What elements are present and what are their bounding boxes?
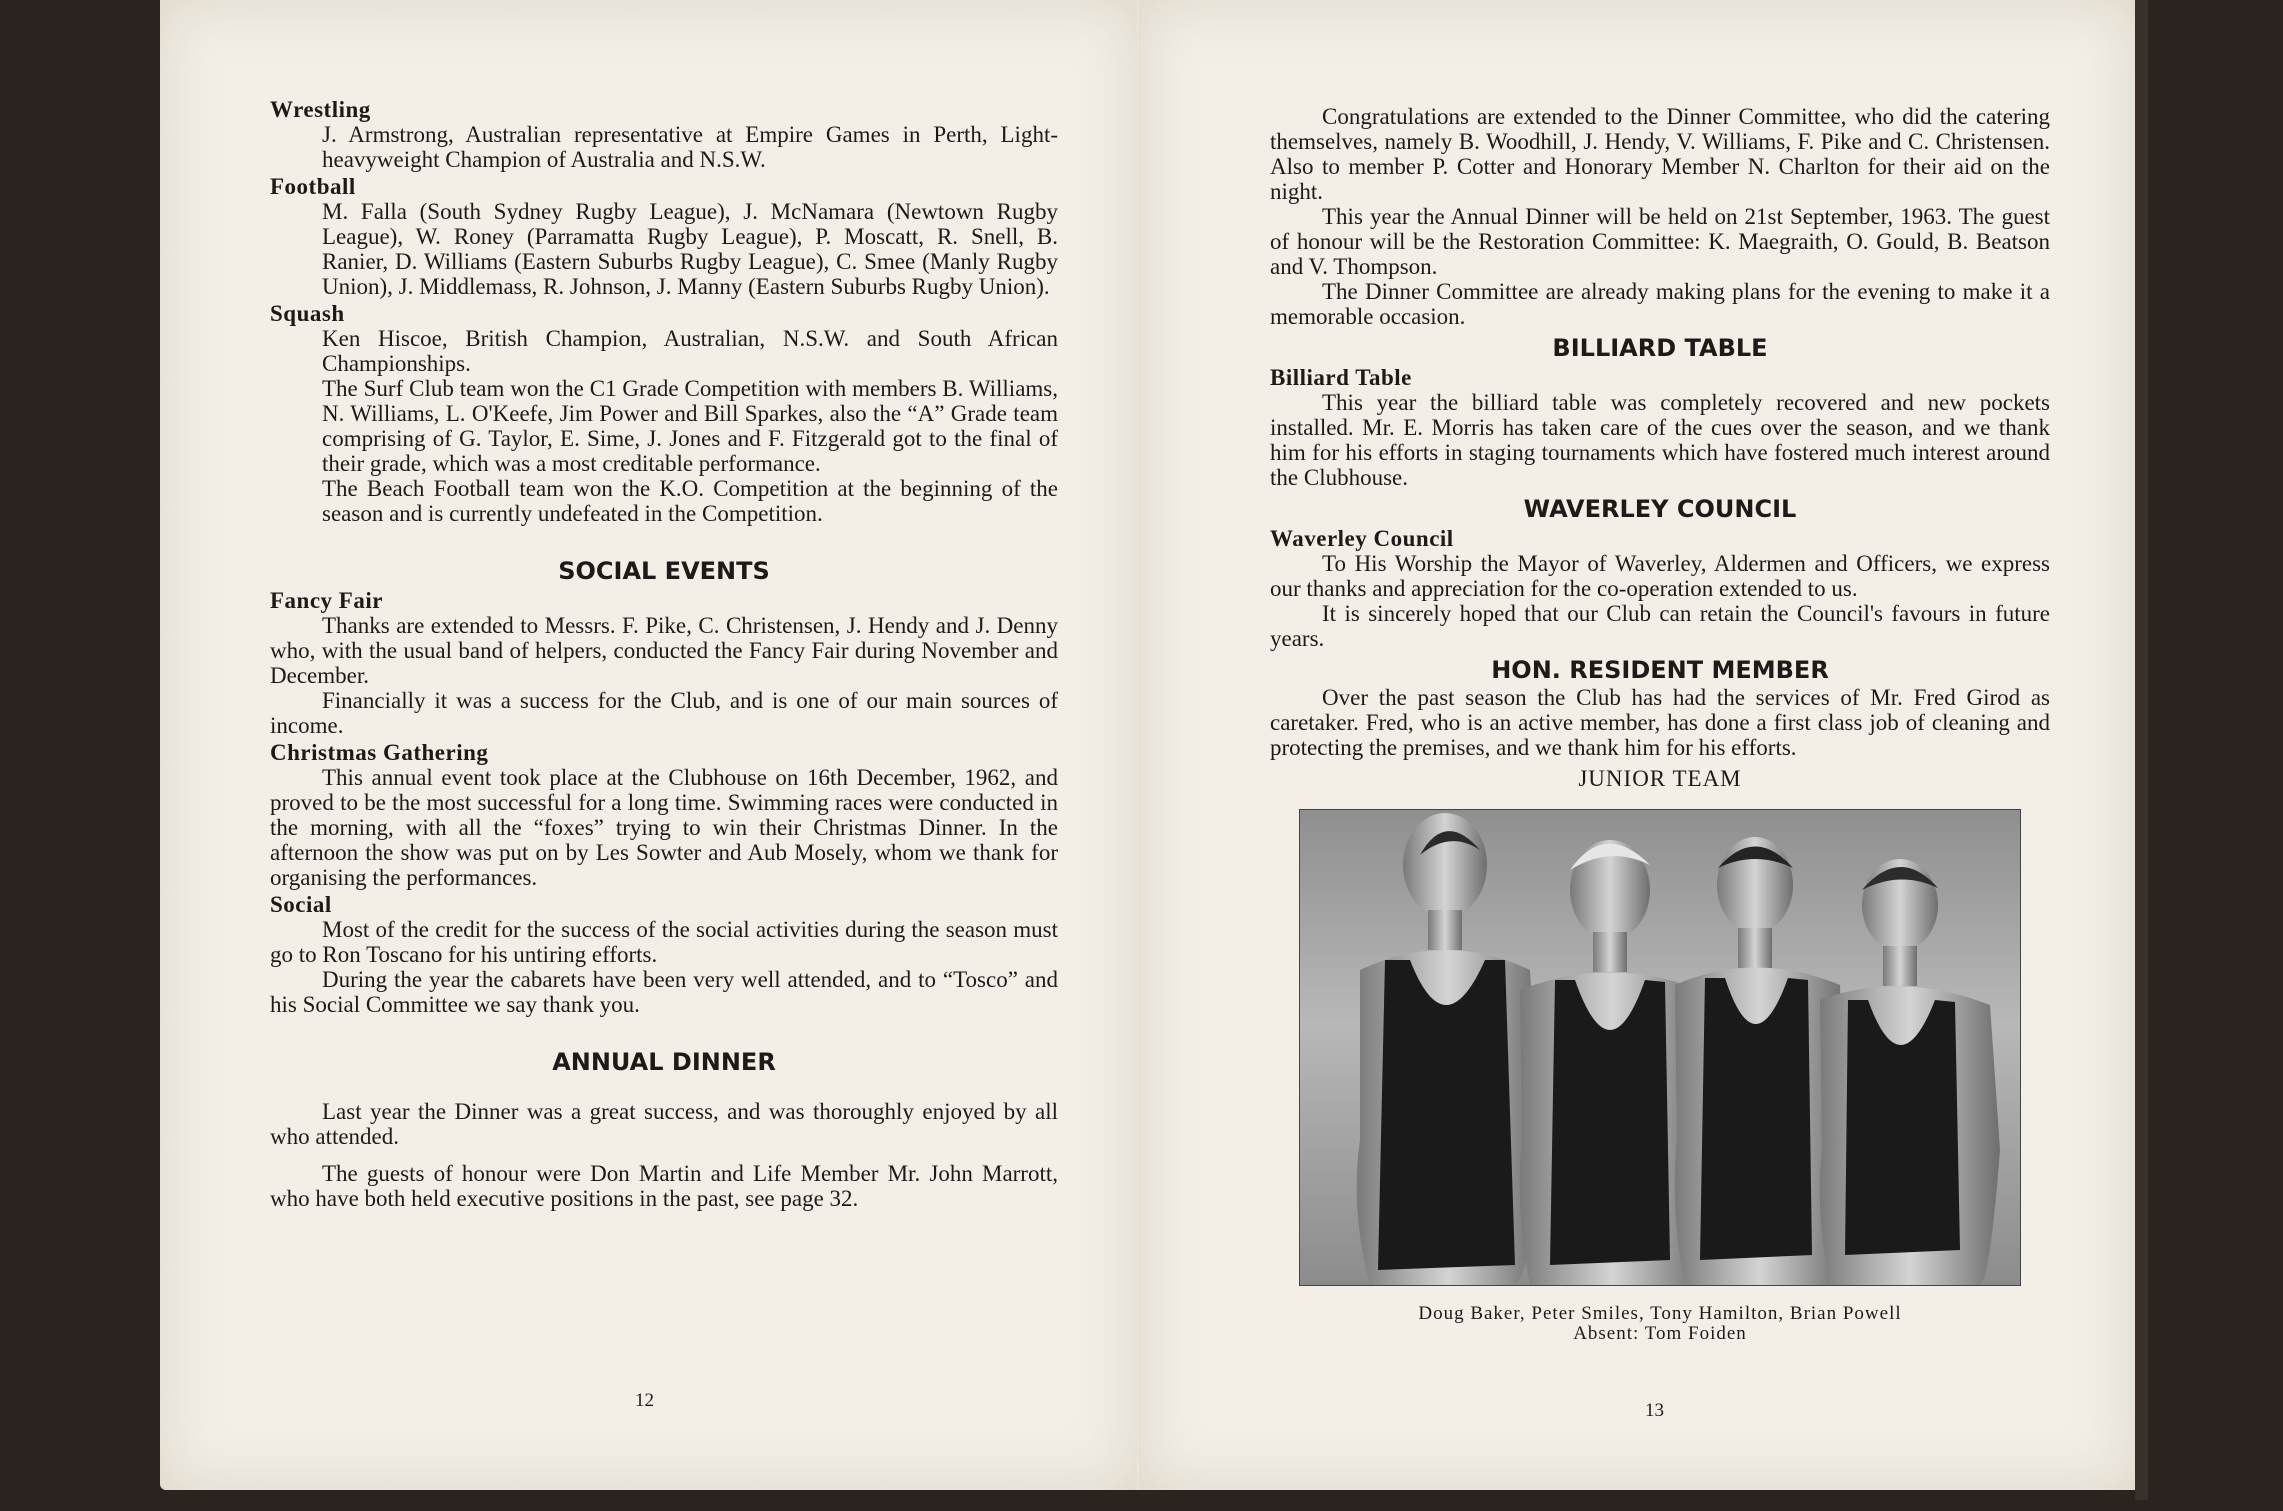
wrestling-text: J. Armstrong, Australian representative at Empire Games in Perth, Light-heavyweight Champion of Australia and N.S.W. — [322, 122, 1058, 172]
annual-dinner-title: ANNUAL DINNER — [552, 1048, 776, 1076]
annual-dinner-paragraph: The guests of honour were Don Martin and Life Member Mr. John Marrott, who have both held executive positions in the past, see page 32. — [270, 1161, 1058, 1211]
billiard-title: BILLIARD TABLE — [1552, 334, 1768, 362]
council-heading: Waverley Council — [1270, 526, 1454, 551]
social-paragraph: During the year the cabarets have been very well attended, and to “Tosco” and his Social Committee we say thank you. — [270, 967, 1058, 1017]
squash-heading: Squash — [270, 301, 345, 326]
dinner-date-paragraph: This year the Annual Dinner will be held on 21st September, 1963. The guest of honour will be the Restoration Committee: K. Maegraith, O. Gould, B. Beatson and V. Thompson. — [1270, 204, 2050, 279]
squash-paragraph: The Beach Football team won the K.O. Competition at the beginning of the season and is currently undefeated in the Competition. — [322, 476, 1058, 526]
fancy-fair-paragraph: Financially it was a success for the Club, and is one of our main sources of income. — [270, 688, 1058, 738]
dinner-committee-paragraph: Congratulations are extended to the Dinner Committee, who did the catering themselves, namely B. Woodhill, J. Hendy, V. Williams, F. Pike and C. Christensen. Also to member P. Cotter and Honorary Member N. Charlton for their aid on the night. — [1270, 104, 2050, 204]
left-page — [160, 0, 1137, 1490]
swimmer-figure — [1820, 859, 2000, 1285]
squash-paragraph: Ken Hiscoe, British Champion, Australian, N.S.W. and South African Championships. — [322, 326, 1058, 376]
resident-member-paragraph: Over the past season the Club has had the services of Mr. Fred Girod as caretaker. Fred, who is an active member, has done a first class job of cleaning and protecting the premises, and we thank him for his efforts. — [1270, 685, 2050, 760]
photo-caption — [1270, 1304, 2050, 1344]
billiard-heading: Billiard Table — [1270, 365, 1412, 390]
squash-paragraph: The Surf Club team won the C1 Grade Competition with members B. Williams, N. Williams, L. O'Keefe, Jim Power and Bill Sparkes, also the “A” Grade team comprising of G. Taylor, E. Sime, J. Jones and F. Fitzgerald got to the final of their grade, which was a most creditable performance. — [322, 376, 1058, 476]
junior-team-photo — [1299, 809, 2021, 1286]
book-edge — [2135, 0, 2148, 1500]
page-number: 12 — [635, 1390, 654, 1411]
social-heading: Social — [270, 892, 332, 917]
photo-caption-absent: Absent: Tom Foiden — [1573, 1323, 1747, 1344]
christmas-paragraph: This annual event took place at the Clubhouse on 16th December, 1962, and proved to be the most successful for a long time. Swimming races were conducted in the morning, with all the “foxes” trying to win their Christmas Dinner. In the afternoon the show was put on by Les Sowter and Aub Mosely, whom we thank for organising the performances. — [270, 765, 1058, 890]
swimmer-figure — [1675, 837, 1845, 1285]
social-events-title: SOCIAL EVENTS — [558, 557, 770, 585]
photo-caption-names: Doug Baker, Peter Smiles, Tony Hamilton, Brian Powell — [1418, 1303, 1902, 1324]
resident-member-title: HON. RESIDENT MEMBER — [1491, 656, 1829, 684]
council-paragraph: To His Worship the Mayor of Waverley, Aldermen and Officers, we express our thanks and appreciation for the co-operation extended to us. — [1270, 551, 2050, 601]
fancy-fair-heading: Fancy Fair — [270, 588, 383, 613]
fancy-fair-paragraph: Thanks are extended to Messrs. F. Pike, C. Christensen, J. Hendy and J. Denny who, with the usual band of helpers, conducted the Fancy Fair during November and December. — [270, 613, 1058, 688]
swimmers-illustration — [1300, 810, 2020, 1285]
council-paragraph: It is sincerely hoped that our Club can retain the Council's favours in future years. — [1270, 601, 2050, 651]
billiard-paragraph: This year the billiard table was completely recovered and new pockets installed. Mr. E. Morris has taken care of the cues over the season, and we thank him for his efforts in staging tournaments which have fostered much interest around the Clubhouse. — [1270, 390, 2050, 490]
junior-team-title: JUNIOR TEAM — [1578, 766, 1742, 791]
wrestling-heading: Wrestling — [270, 97, 371, 122]
page-number: 13 — [1645, 1400, 1664, 1421]
council-title: WAVERLEY COUNCIL — [1523, 495, 1797, 523]
football-text: M. Falla (South Sydney Rugby League), J. McNamara (Newtown Rugby League), W. Roney (Parramatta Rugby League), P. Moscatt, R. Snell, B. Ranier, D. Williams (Eastern Suburbs Rugby League), C. Smee (Manly Rugby Union), J. Middlemass, R. Johnson, J. Manny (Eastern Suburbs Rugby Union). — [322, 199, 1058, 299]
dinner-plans-paragraph: The Dinner Committee are already making plans for the evening to make it a memorable occasion. — [1270, 279, 2050, 329]
right-page-text — [1270, 104, 2050, 1344]
annual-dinner-paragraph: Last year the Dinner was a great success, and was thoroughly enjoyed by all who attended. — [270, 1099, 1058, 1149]
squash-block — [270, 326, 1058, 526]
christmas-heading: Christmas Gathering — [270, 740, 489, 765]
football-heading: Football — [270, 174, 356, 199]
social-paragraph: Most of the credit for the success of the social activities during the season must go to Ron Toscano for his untiring efforts. — [270, 917, 1058, 967]
swimmer-figure — [1357, 813, 1540, 1285]
left-page-text — [270, 95, 1058, 1211]
right-page — [1140, 0, 2135, 1490]
